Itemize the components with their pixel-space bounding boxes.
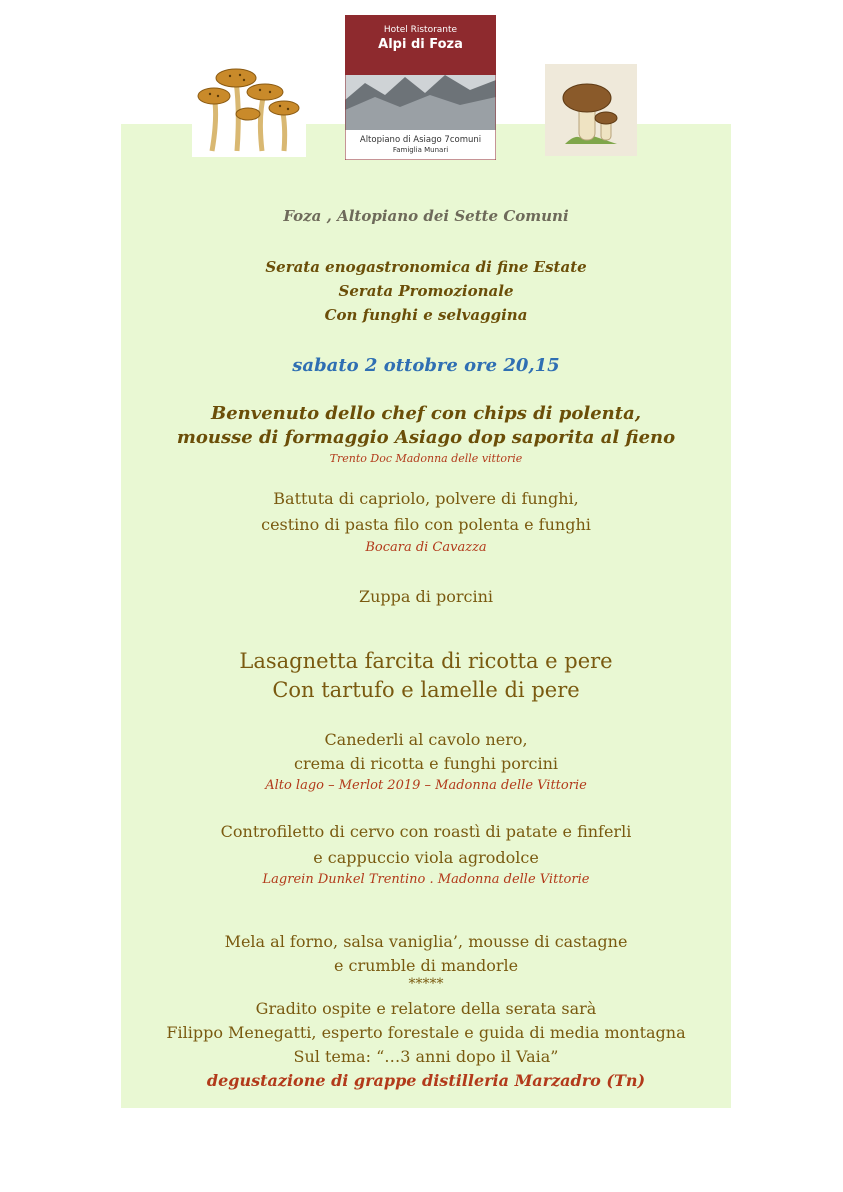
hotel-logo — [345, 15, 496, 160]
course-3-line-1: Lasagnetta farcita di ricotta e pere — [239, 649, 613, 673]
course-5-line-1: Controfiletto di cervo con roastì di patate e finferli — [220, 822, 632, 841]
course-5-line-2: e cappuccio viola agrodolce — [313, 848, 539, 867]
course-4-line-1: Canederli al cavolo nero, — [324, 730, 528, 749]
event-date: sabato 2 ottobre ore 20,15 — [292, 355, 560, 376]
welcome-line-2: mousse di formaggio Asiago dop saporita al fieno — [176, 427, 676, 448]
grappa-tasting: degustazione di grappe distilleria Marzadro (Tn) — [206, 1071, 646, 1090]
event-subtitle: Serata Promozionale — [338, 282, 514, 300]
course-3-line-2: Con tartufo e lamelle di pere — [272, 678, 580, 702]
course-4-line-2: crema di ricotta e funghi porcini — [293, 754, 559, 773]
event-title: Serata enogastronomica di fine Estate — [265, 258, 587, 276]
talk-theme: Sul tema: “…3 anni dopo il Vaia” — [293, 1047, 559, 1066]
course-1-line-1: Battuta di capriolo, polvere di funghi, — [273, 489, 579, 508]
dessert-line-1: Mela al forno, salsa vaniglia’, mousse di castagne — [224, 932, 628, 951]
wine-pairing-1: Trento Doc Madonna delle vittorie — [329, 452, 523, 465]
wine-pairing-4: Lagrein Dunkel Trentino . Madonna delle Vittorie — [262, 872, 590, 887]
guest-intro: Gradito ospite e relatore della serata sarà — [255, 999, 597, 1018]
logo-hotel-ristorante: Hotel Ristorante — [383, 25, 458, 35]
logo-hotel-name: Alpi di Foza — [378, 37, 463, 52]
logo-family: Famiglia Munari — [392, 146, 449, 154]
logo-subtitle: Altopiano di Asiago 7comuni — [359, 135, 482, 145]
wine-pairing-2: Bocara di Cavazza — [365, 540, 487, 555]
course-2: Zuppa di porcini — [359, 587, 493, 606]
dessert-line-2: e crumble di mandorle — [333, 956, 519, 975]
porcini-illustration-right — [545, 64, 637, 156]
location: Foza , Altopiano dei Sette Comuni — [283, 207, 569, 225]
wine-pairing-3: Alto lago – Merlot 2019 – Madonna delle Vittorie — [265, 778, 587, 793]
mushrooms-illustration-left — [192, 56, 306, 157]
welcome-line-1: Benvenuto dello chef con chips di polenta, — [210, 403, 641, 424]
course-1-line-2: cestino di pasta filo con polenta e funghi — [261, 515, 591, 534]
guest-speaker: Filippo Menegatti, esperto forestale e guida di media montagna — [166, 1023, 686, 1042]
event-theme: Con funghi e selvaggina — [324, 306, 528, 324]
separator-stars: ***** — [408, 976, 444, 992]
